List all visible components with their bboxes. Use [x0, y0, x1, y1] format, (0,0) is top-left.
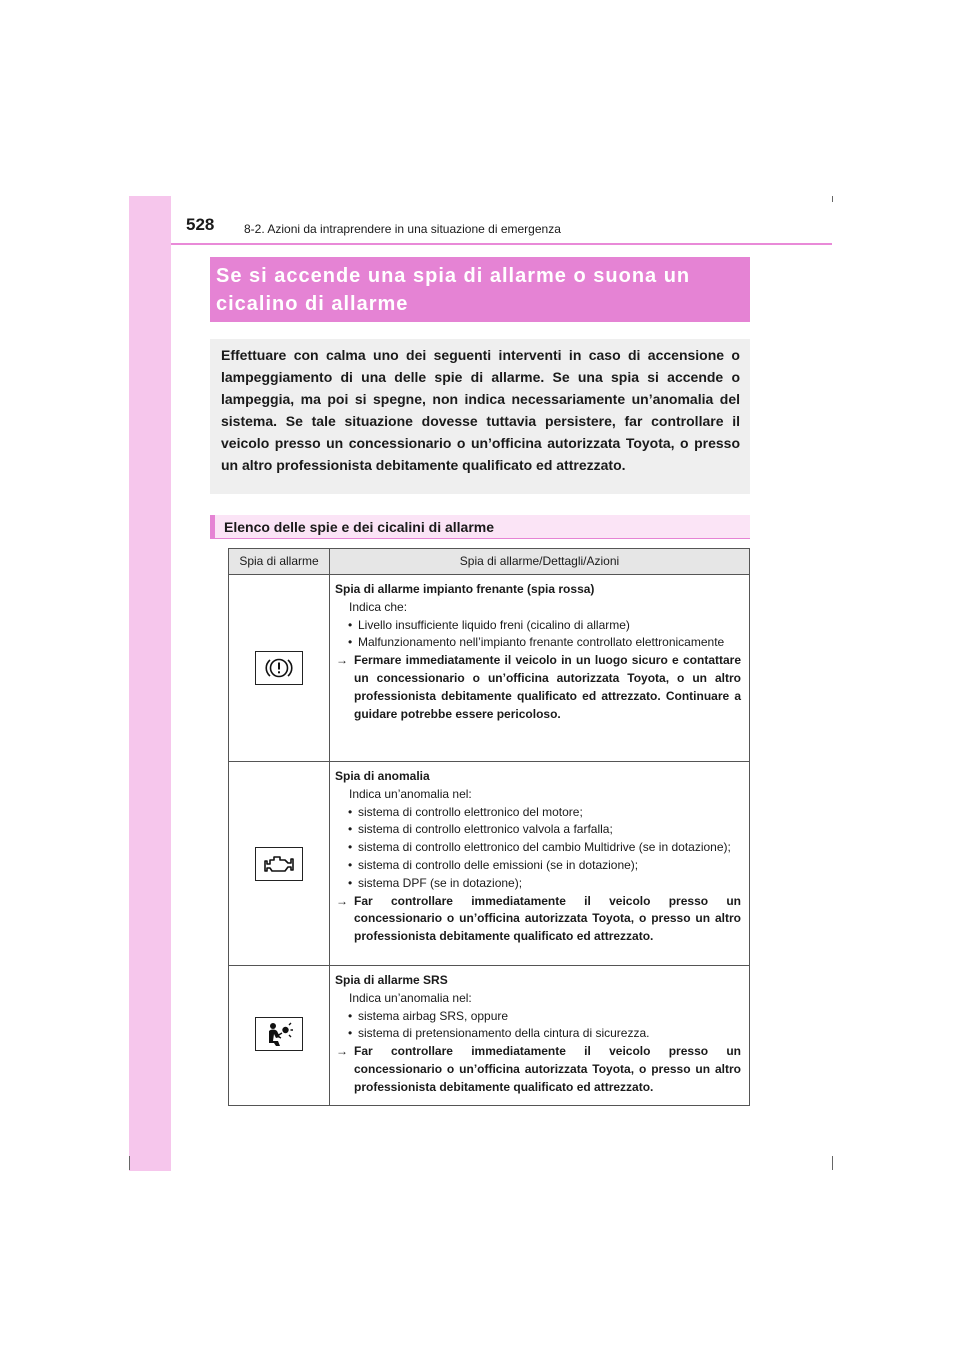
icon-cell [229, 966, 330, 1106]
warning-description: Indica un’anomalia nel: [349, 786, 472, 801]
list-item: • Malfunzionamento nell’impianto frenante controllato elettronicamente [335, 634, 741, 652]
page-title: Se si accende una spia di allarme o suona un cicalino di allarme [210, 257, 750, 322]
action-text: Fermare immediatamente il veicolo in un luogo sicuro e contattare un concessionario o un’officina autorizzata Toyota, o un altro professionista debitamente qualificato ed attrezzato. Continuare a guidare potrebbe essere pericoloso. [354, 653, 741, 721]
crop-mark-bottom-left [129, 1156, 130, 1170]
list-item: • sistema di controllo delle emissioni (se in dotazione); [335, 857, 741, 875]
warning-action [335, 1043, 741, 1096]
warning-title: Spia di allarme SRS [335, 973, 448, 987]
engine-check-icon [255, 847, 303, 881]
thumb-index-band [129, 196, 171, 1171]
warning-title: Spia di allarme impianto frenante (spia rossa) [335, 582, 595, 596]
column-header-details: Spia di allarme/Dettagli/Azioni [330, 549, 750, 575]
action-text: Far controllare immediatamente il veicolo presso un concessionario o un’officina autorizzata Toyota, o presso un altro professionista debitamente qualificato ed attrezzato. [354, 893, 741, 944]
list-item: • Livello insufficiente liquido freni (cicalino di allarme) [335, 617, 741, 635]
arrow-icon: → [336, 1044, 348, 1059]
warning-description: Indica un’anomalia nel: [349, 990, 472, 1005]
icon-cell [229, 575, 330, 762]
warning-description: Indica che: [349, 599, 408, 614]
list-item: • sistema DPF (se in dotazione); [335, 875, 741, 893]
column-header-icon: Spia di allarme [229, 549, 330, 575]
crop-mark-top-right [832, 196, 833, 202]
warning-title: Spia di anomalia [335, 769, 430, 783]
running-head: 8-2. Azioni da intraprendere in una situazione di emergenza [244, 222, 561, 236]
list-item: • sistema di controllo elettronico del cambio Multidrive (se in dotazione); [335, 839, 741, 857]
section-heading: Elenco delle spie e dei cicalini di allarme [210, 515, 750, 539]
page-number: 528 [186, 215, 215, 234]
icon-cell [229, 762, 330, 966]
list-item: • sistema airbag SRS, oppure [335, 1008, 741, 1026]
action-text: Far controllare immediatamente il veicolo presso un concessionario o un’officina autorizzata Toyota, o presso un altro professionista debitamente qualificato ed attrezzato. [354, 1044, 741, 1094]
arrow-icon: → [336, 893, 348, 908]
details-cell [330, 762, 750, 966]
srs-airbag-icon [255, 1017, 303, 1051]
details-cell [330, 575, 750, 762]
crop-mark-bottom-right [832, 1156, 833, 1170]
details-cell [330, 966, 750, 1106]
warning-causes [335, 617, 741, 653]
warning-lights-table [228, 548, 750, 1106]
table-row [229, 762, 750, 966]
warning-causes [335, 1008, 741, 1044]
warning-action [335, 652, 741, 723]
warning-causes [335, 804, 741, 893]
warning-action [335, 893, 741, 946]
intro-paragraph: Effettuare con calma uno dei seguenti interventi in caso di accensione o lampeggiamento di una delle spie di allarme. Se una spia si accende o lampeggia, ma poi si spegne, non indica necessariamente un’anomalia del sistema. Se tale situazione dovesse tuttavia persistere, far controllare il veicolo presso un concessionario o un’officina autorizzata Toyota, o presso un altro professionista debitamente qualificato ed attrezzato. [210, 339, 750, 494]
table-row [229, 966, 750, 1106]
arrow-icon: → [336, 653, 348, 668]
header-rule [171, 243, 832, 245]
table-row [229, 575, 750, 762]
list-item: • sistema di controllo elettronico del motore; [335, 804, 741, 822]
list-item: • sistema di pretensionamento della cintura di sicurezza. [335, 1025, 741, 1043]
table-header-row [229, 549, 750, 575]
brake-warning-icon [255, 651, 303, 685]
list-item: • sistema di controllo elettronico valvola a farfalla; [335, 821, 741, 839]
